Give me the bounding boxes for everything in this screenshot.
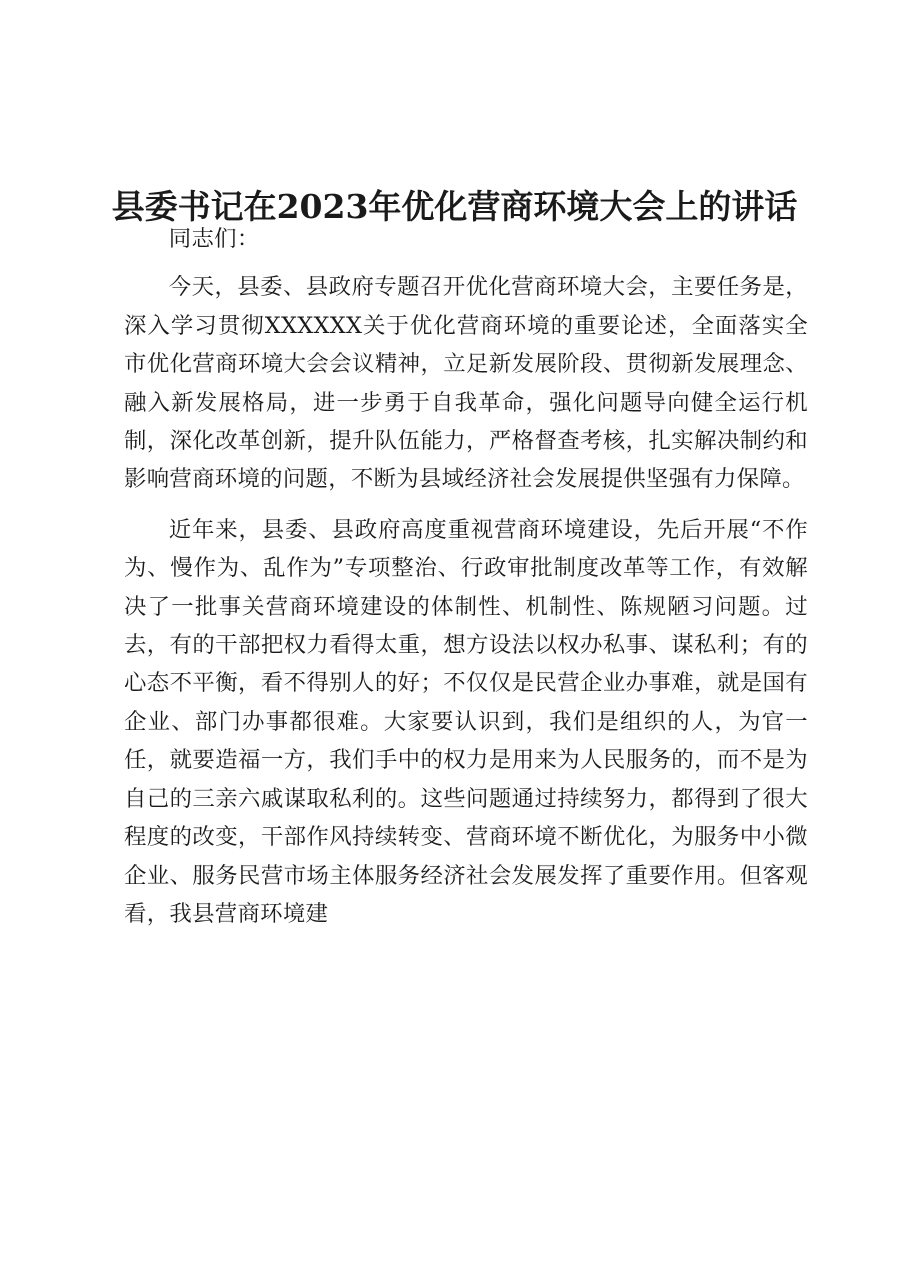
document-title: 县委书记在2023年优化营商环境大会上的讲话 [111,187,798,227]
document-body [124,220,808,933]
salutation: 同志们： [168,226,260,252]
paragraph-1: 今天，县委、县政府专题召开优化营商环境大会，主要任务是，深入学习贯彻XXXXXX关于优化营商环境的重要论述，全面落实全市优化营商环境大会会议精神，立足新发展阶段、贯彻新发展理念、融入新发展格局，进一步勇于自我革命，强化问题导向健全运行机制，深化改革创新，提升队伍能力，严格督查考核，扎实解决制约和影响营商环境的问题，不断为县域经济社会发展提供坚强有力保障。 [124,274,808,493]
spacer [124,258,808,268]
spacer [124,499,808,511]
paragraph-2: 近年来，县委、县政府高度重视营商环境建设，先后开展“不作为、慢作为、乱作为”专项整治、行政审批制度改革等工作，有效解决了一批事关营商环境建设的体制性、机制性、陈规陋习问题。过去，有的干部把权力看得太重，想方设法以权办私事、谋私利；有的心态不平衡，看不得别人的好；不仅仅是民营企业办事难，就是国有企业、部门办事都很难。大家要认识到，我们是组织的人，为官一任，就要造福一方，我们手中的权力是用来为人民服务的，而不是为自己的三亲六戚谋取私利的。这些问题通过持续努力，都得到了很大程度的改变，干部作风持续转变、营商环境不断优化，为服务中小微企业、服务民营市场主体服务经济社会发展发挥了重要作用。但客观看，我县营商环境建 [124,516,808,927]
